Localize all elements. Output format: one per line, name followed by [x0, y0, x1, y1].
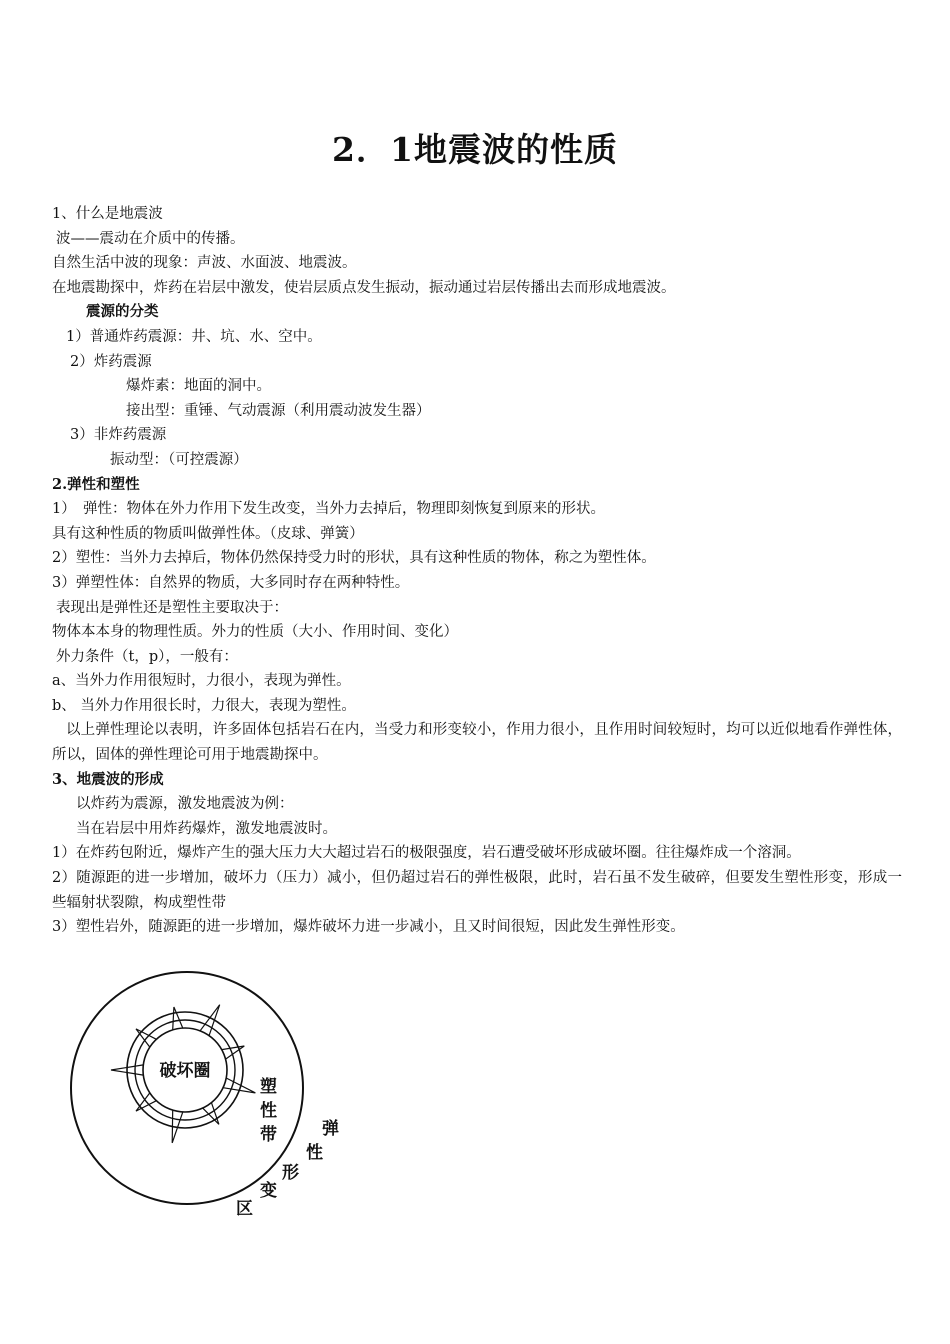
plastic-zone-char: 性 — [260, 1101, 277, 1121]
section1-heading: 1、什么是地震波 — [52, 206, 163, 222]
source-item: 1）普通炸药震源：井、坑、水、空中。 — [66, 328, 322, 345]
section3-heading: 3、地震波的形成 — [52, 770, 164, 788]
source-item: 3）非炸药震源 — [70, 427, 167, 444]
section3-paragraph: 2）随源距的进一步增加，破坏力（压力）减小，但仍超过岩石的弹性极限，此时，岩石虽不发生破碎，但要发生塑性形变，形成一些辐射状裂隙，构成塑性带 — [52, 870, 902, 911]
elastic-zone-char: 形 — [282, 1163, 299, 1183]
source-subitem: 振动型：（可控震源） — [110, 451, 248, 468]
section2-paragraph: 以上弹性理论以表明，许多固体包括岩石在内，当受力和形变较小，作用力很小，且作用时间较短时，均可以近似地看作弹性体，所以，固体的弹性理论可用于地震勘探中。 — [52, 722, 902, 764]
section2-line: 1） 弹性：物体在外力作用下发生改变，当外力去掉后，物理即刻恢复到原来的形状。 — [52, 501, 605, 518]
elastic-zone-char: 弹 — [322, 1119, 339, 1139]
section1-line: 波——震动在介质中的传播。 — [56, 230, 245, 247]
explosion-zones-diagram — [50, 968, 400, 1228]
plastic-zone-char: 塑 — [260, 1077, 277, 1097]
page-title: 2．1地震波的性质 — [332, 130, 618, 169]
section2-line: 3）弹塑性体：自然界的物质，大多同时存在两种特性。 — [52, 574, 410, 591]
plastic-zone-char: 带 — [260, 1125, 277, 1145]
source-subitem: 接出型：重锤、气动震源（利用震动波发生器） — [126, 402, 431, 419]
elastic-zone-char: 性 — [306, 1143, 323, 1163]
section3-line: 以炸药为震源，激发地震波为例： — [76, 796, 294, 813]
section2-heading: 2.弹性和塑性 — [52, 475, 140, 493]
elastic-zone-char: 变 — [260, 1181, 277, 1201]
section2-line: 2）塑性：当外力去掉后，物体仍然保持受力时的形状，具有这种性质的物体，称之为塑性体。 — [52, 550, 656, 567]
section2-line: 具有这种性质的物质叫做弹性体。（皮球、弹簧） — [52, 525, 364, 542]
explosion-zones-svg — [50, 968, 400, 1228]
document-body — [52, 202, 902, 940]
section3-line: 1）在炸药包附近，爆炸产生的强大压力大大超过岩石的极限强度，岩石遭受破坏形成破坏圈。往往爆炸成一个溶洞。 — [52, 845, 801, 862]
source-subitem: 爆炸素：地面的洞中。 — [126, 378, 271, 395]
source-item: 2）炸药震源 — [70, 353, 152, 370]
radial-crack-spike — [223, 1078, 255, 1093]
section3-line: 当在岩层中用炸药爆炸，激发地震波时。 — [76, 820, 337, 837]
section3-line: 3）塑性岩外，随源距的进一步增加，爆炸破坏力进一步减小，且又时间很短，因此发生弹性形变。 — [52, 919, 685, 936]
damage-zone-label: 破坏圈 — [159, 1061, 211, 1081]
section2-line: 表现出是弹性还是塑性主要取决于： — [56, 599, 288, 616]
radial-crack-spike — [173, 1007, 183, 1030]
section2-line: a、当外力作用很短时，力很小，表现为弹性。 — [52, 673, 351, 690]
source-classification-heading: 震源的分类 — [86, 303, 159, 321]
section1-line: 自然生活中波的现象：声波、水面波、地震波。 — [52, 255, 357, 272]
section2-line: 物体本本身的物理性质。外力的性质（大小、作用时间、变化） — [52, 624, 458, 641]
section2-line: 外力条件（t，p），一般有： — [56, 648, 238, 665]
elastic-zone-char: 区 — [236, 1199, 253, 1219]
section2-line: b、 当外力作用很长时，力很大，表现为塑性。 — [52, 697, 356, 714]
section1-line: 在地震勘探中，炸药在岩层中激发，使岩层质点发生振动，振动通过岩层传播出去而形成地震波。 — [52, 279, 676, 296]
